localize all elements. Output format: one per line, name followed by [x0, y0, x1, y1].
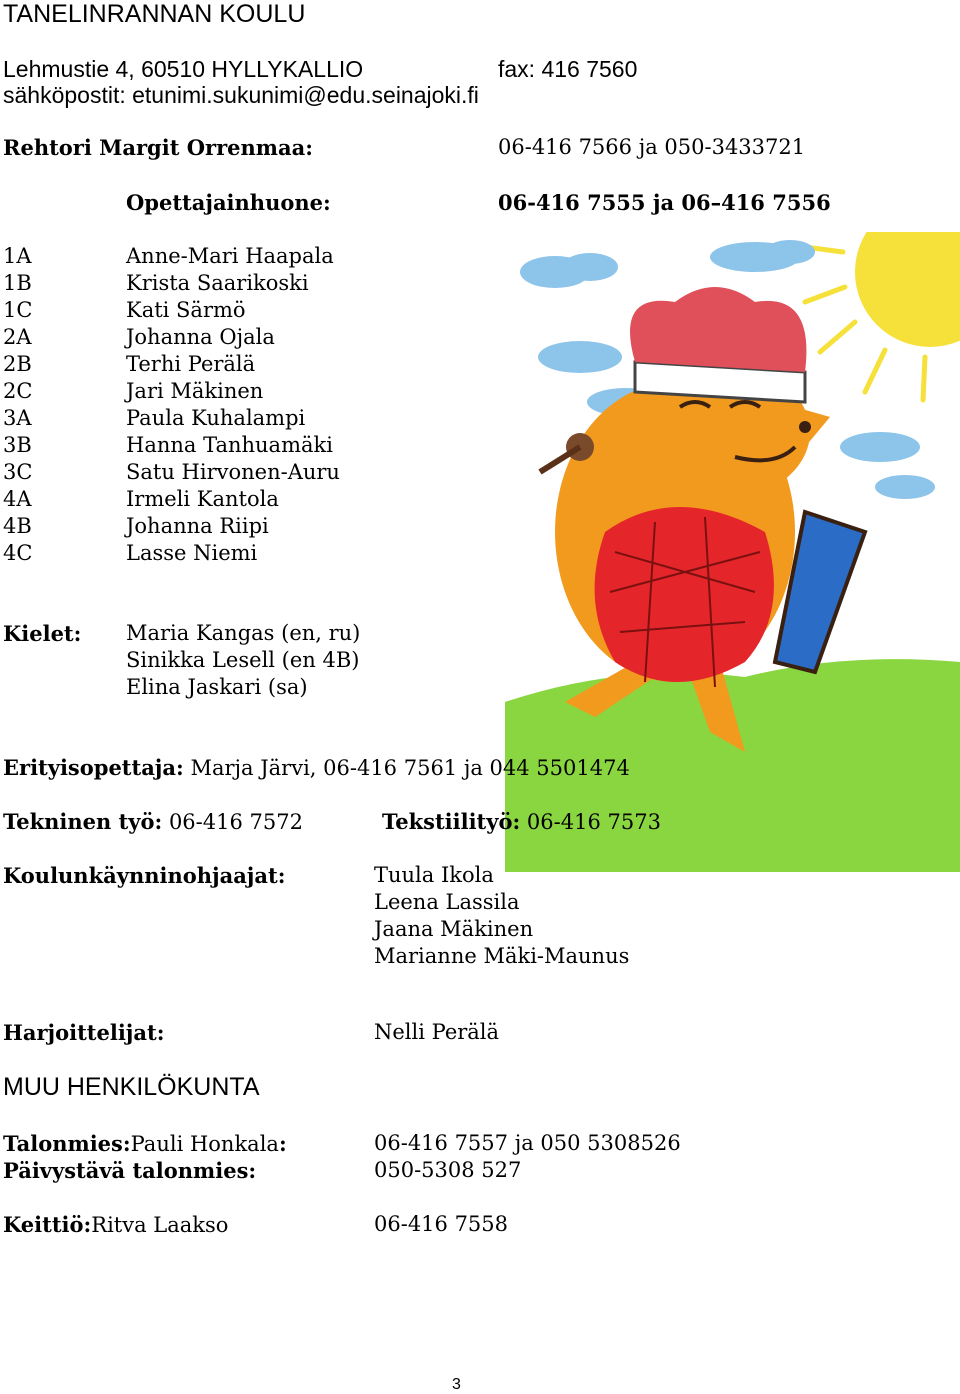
technical-work-row [3, 809, 303, 834]
school-fax: fax: 416 7560 [498, 56, 638, 82]
class-code: 2B [3, 352, 32, 376]
trainee-name: Nelli Perälä [374, 1020, 500, 1044]
technical-work-label: Tekninen työ: [3, 809, 163, 834]
special-teacher-row [3, 755, 630, 780]
class-code: 4C [3, 541, 33, 565]
textile-work-label: Tekstiilityö: [382, 809, 521, 834]
kitchen-row [3, 1212, 228, 1237]
class-code: 2C [3, 379, 33, 403]
special-teacher-value: Marja Järvi, 06-416 7561 ja 044 5501474 [190, 756, 630, 780]
textile-work-row [382, 809, 661, 834]
language-teacher: Maria Kangas (en, ru) [126, 621, 361, 645]
class-code: 1B [3, 271, 32, 295]
janitor-name: Pauli Honkala [130, 1132, 279, 1156]
school-name: TANELINRANNAN KOULU [3, 0, 306, 28]
class-teacher: Lasse Niemi [126, 541, 258, 565]
class-teacher: Irmeli Kantola [126, 487, 279, 511]
sun-icon [805, 232, 960, 400]
class-teacher: Krista Saarikoski [126, 271, 309, 295]
class-teacher: Jari Mäkinen [126, 379, 264, 403]
class-teacher: Johanna Ojala [126, 325, 275, 349]
janitor-colon: : [278, 1131, 287, 1156]
school-address: Lehmustie 4, 60510 HYLLYKALLIO [3, 56, 364, 82]
assistants-label: Koulunkäynninohjaajat: [3, 863, 286, 888]
principal-phone: 06-416 7566 ja 050-3433721 [498, 135, 806, 159]
class-teacher: Paula Kuhalampi [126, 406, 306, 430]
class-teacher: Johanna Riipi [126, 514, 269, 538]
assistant-name: Tuula Ikola [374, 863, 494, 887]
class-code: 2A [3, 325, 32, 349]
assistant-name: Leena Lassila [374, 890, 520, 914]
class-teacher: Anne-Mari Haapala [126, 244, 334, 268]
special-teacher-label: Erityisopettaja: [3, 755, 184, 780]
janitor-phone: 06-416 7557 ja 050 5308526 [374, 1131, 681, 1155]
class-teacher: Hanna Tanhuamäki [126, 433, 333, 457]
duty-janitor-label: Päivystävä talonmies: [3, 1158, 257, 1183]
class-code: 3C [3, 460, 33, 484]
duty-janitor-phone: 050-5308 527 [374, 1158, 522, 1182]
class-code: 4B [3, 514, 32, 538]
staffroom-phone: 06-416 7555 ja 06–416 7556 [498, 190, 831, 215]
assistant-name: Jaana Mäkinen [374, 917, 534, 941]
technical-work-value: 06-416 7572 [168, 810, 303, 834]
staffroom-label: Opettajainhuone: [126, 190, 331, 215]
textile-work-value: 06-416 7573 [526, 810, 661, 834]
kitchen-phone: 06-416 7558 [374, 1212, 509, 1236]
language-teacher: Elina Jaskari (sa) [126, 675, 308, 699]
languages-label: Kielet: [3, 621, 82, 646]
class-teacher: Kati Särmö [126, 298, 246, 322]
janitor-label: Talonmies: [3, 1131, 131, 1156]
other-staff-heading: MUU HENKILÖKUNTA [3, 1073, 260, 1101]
assistant-name: Marianne Mäki-Maunus [374, 944, 630, 968]
class-code: 3B [3, 433, 32, 457]
class-code: 1C [3, 298, 33, 322]
class-teacher: Terhi Perälä [126, 352, 256, 376]
class-code: 1A [3, 244, 32, 268]
school-email: sähköpostit: etunimi.sukunimi@edu.seinajoki.fi [3, 82, 479, 108]
language-teacher: Sinikka Lesell (en 4B) [126, 648, 360, 672]
class-code: 3A [3, 406, 32, 430]
class-teacher: Satu Hirvonen-Auru [126, 460, 340, 484]
kitchen-name: Ritva Laakso [91, 1213, 229, 1237]
page-number: 3 [452, 1376, 461, 1393]
class-code: 4A [3, 487, 32, 511]
principal-label: Rehtori Margit Orrenmaa: [3, 135, 313, 160]
kitchen-label: Keittiö: [3, 1212, 92, 1237]
trainees-label: Harjoittelijat: [3, 1020, 165, 1045]
janitor-row [3, 1131, 287, 1156]
